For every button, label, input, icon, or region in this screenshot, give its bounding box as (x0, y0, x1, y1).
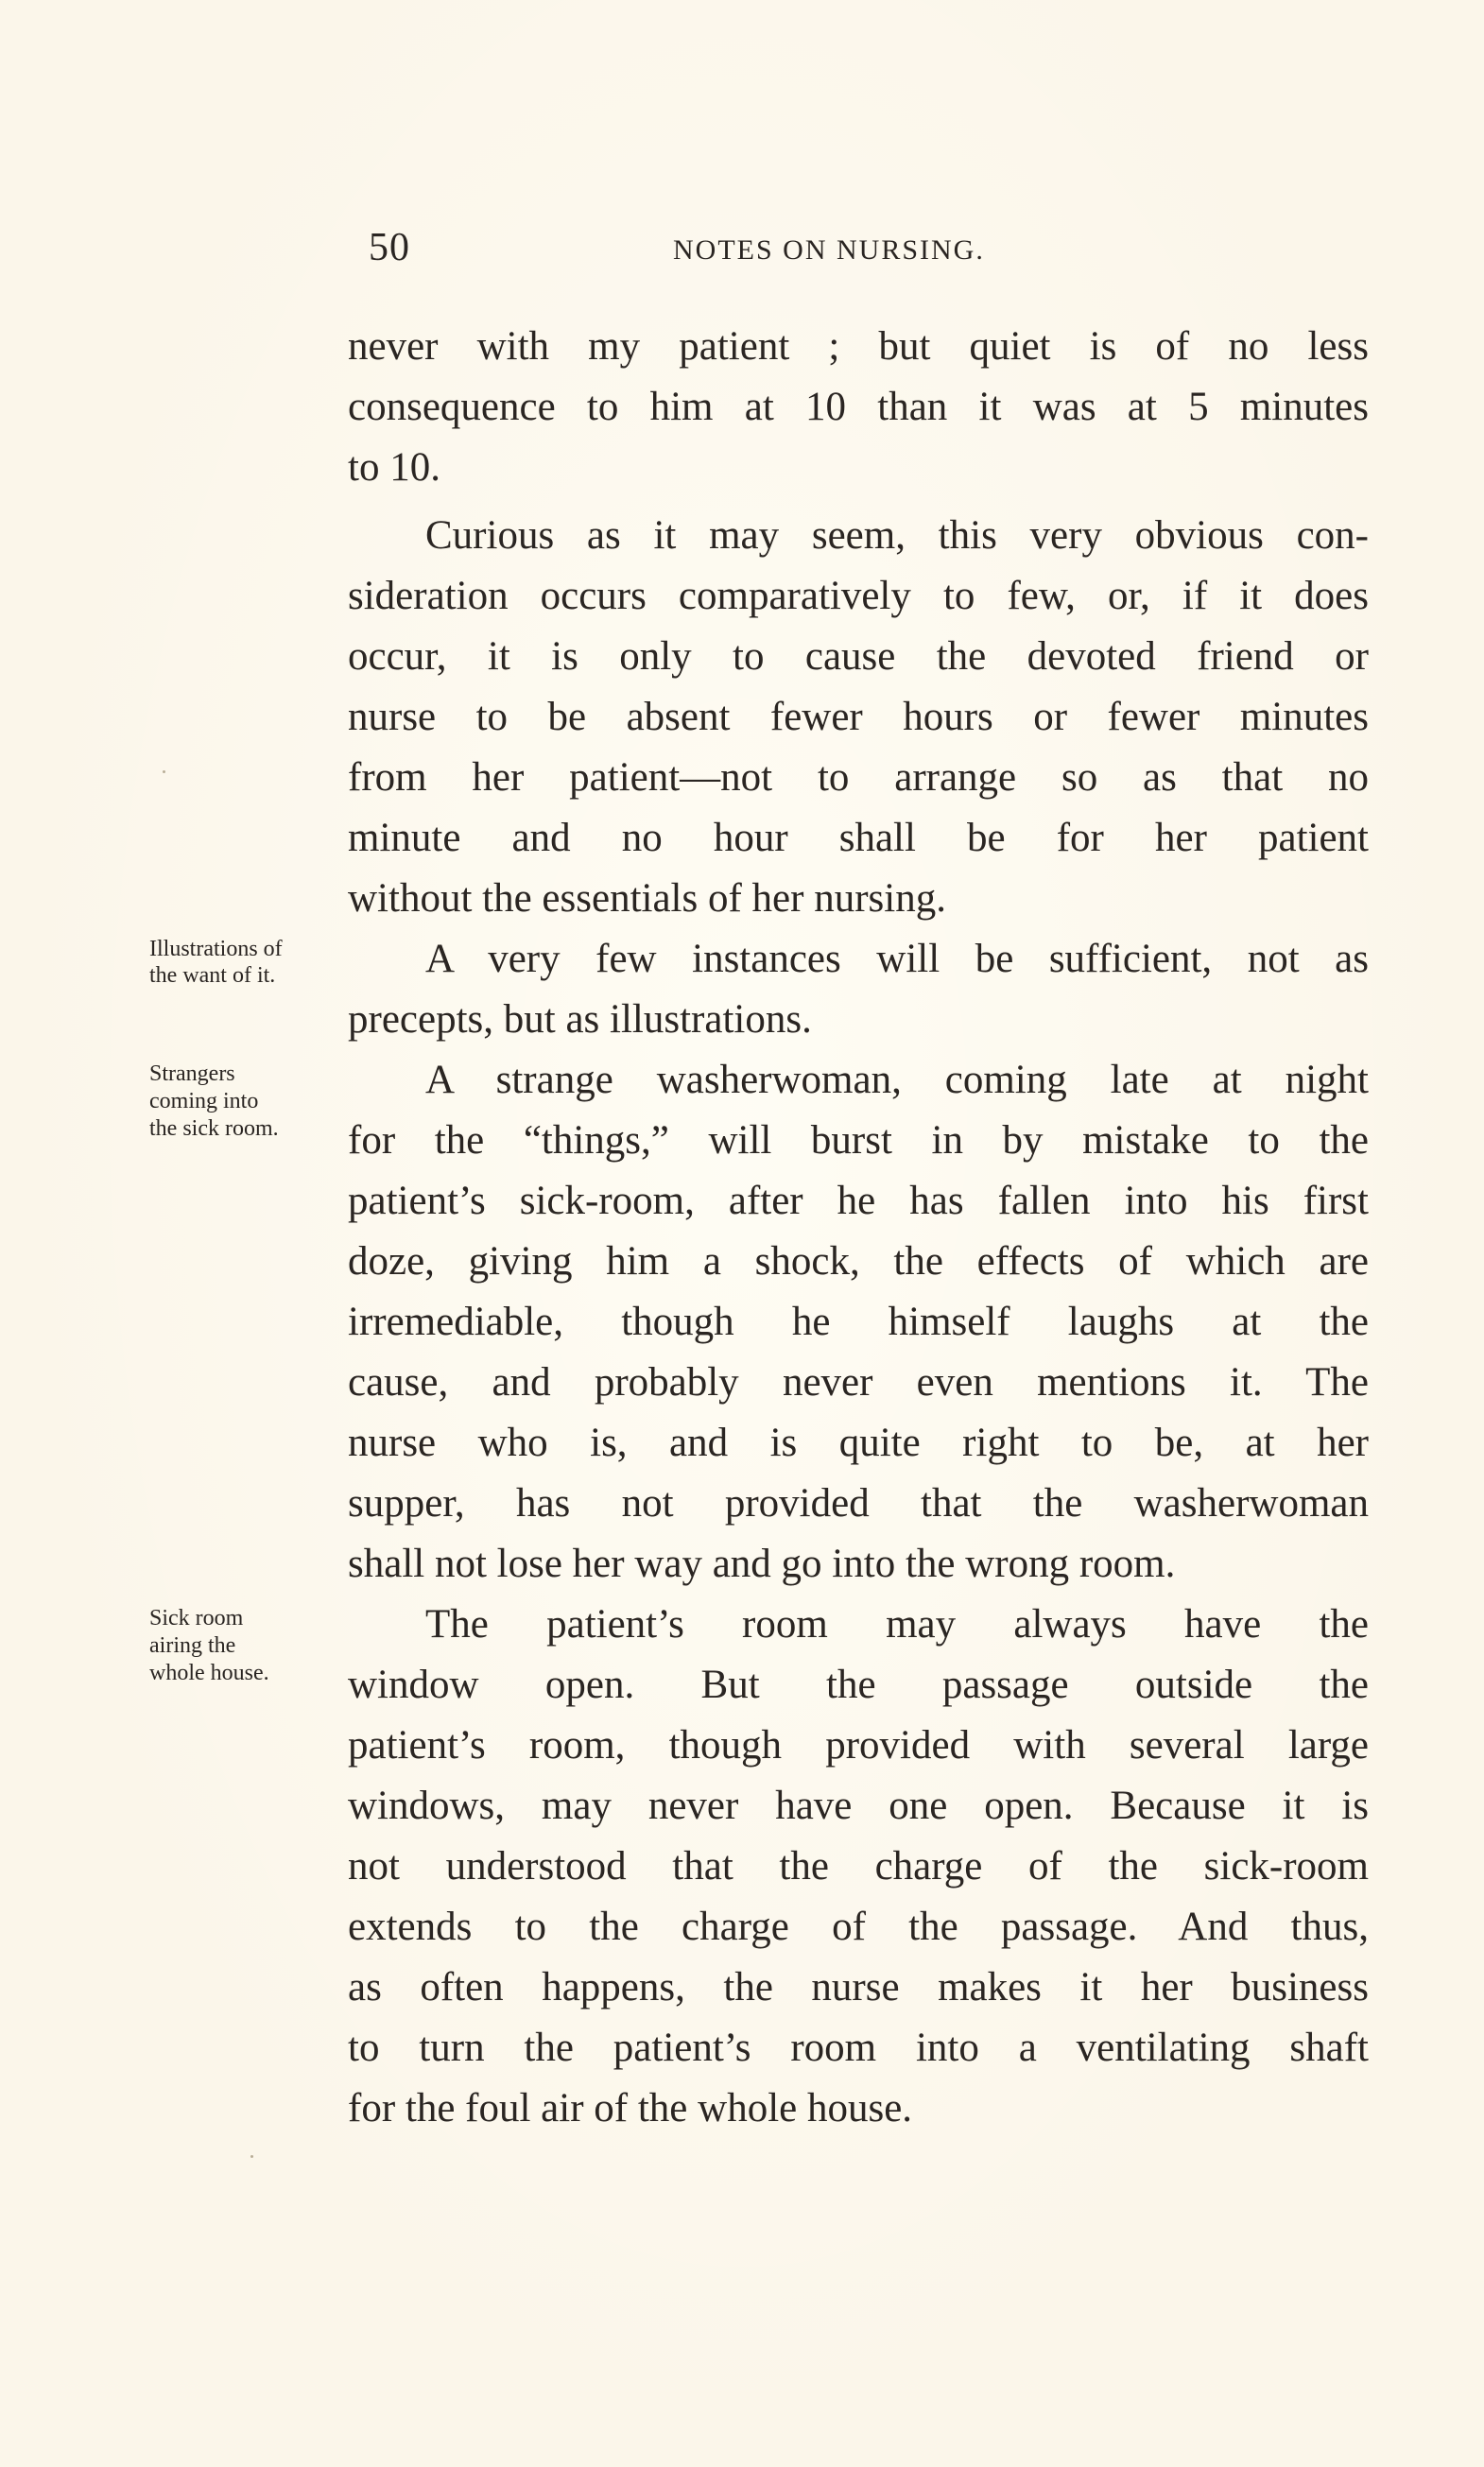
text-line: minute and no hour shall be for her patient (348, 816, 1369, 860)
text-line: occur, it is only to cause the devoted friend or (348, 634, 1369, 679)
text-line: supper, has not provided that the washerwoman (348, 1481, 1369, 1526)
sidenote-line: coming into (149, 1089, 259, 1113)
text-line: shall not lose her way and go into the wrong room. (348, 1542, 1176, 1586)
text-line: A strange washerwoman, coming late at night (425, 1058, 1369, 1102)
text-line: The patient’s room may always have the (425, 1602, 1369, 1647)
text-line: to turn the patient’s room into a ventilating shaft (348, 2026, 1369, 2070)
paper-speck (250, 2155, 253, 2158)
text-line: cause, and probably never even mentions it. The (348, 1360, 1369, 1405)
text-line: extends to the charge of the passage. And thus, (348, 1905, 1369, 1949)
sidenote-line: Illustrations of (149, 937, 283, 961)
text-line: patient’s sick-room, after he has fallen into his first (348, 1179, 1369, 1223)
sidenote-illustrations (149, 936, 357, 989)
text-line: irremediable, though he himself laughs at the (348, 1300, 1369, 1344)
text-line: never with my patient ; but quiet is of no less (348, 324, 1369, 369)
text-line: for the foul air of the whole house. (348, 2086, 913, 2131)
text-line: nurse who is, and is quite right to be, at her (348, 1421, 1369, 1465)
text-line: consequence to him at 10 than it was at 5 minutes (348, 385, 1369, 429)
text-line: without the essentials of her nursing. (348, 876, 946, 921)
text-line: for the “things,” will burst in by mistake to the (348, 1118, 1369, 1163)
text-line: as often happens, the nurse makes it her business (348, 1965, 1369, 2010)
text-line: nurse to be absent fewer hours or fewer minutes (348, 695, 1369, 739)
text-line: precepts, but as illustrations. (348, 997, 812, 1042)
text-line: window open. But the passage outside the (348, 1663, 1369, 1707)
text-line: not understood that the charge of the sick-room (348, 1844, 1369, 1889)
paper-speck (163, 770, 165, 773)
text-line: from her patient—not to arrange so as that no (348, 755, 1369, 800)
text-line: sideration occurs comparatively to few, or, if it does (348, 574, 1369, 618)
sidenote-line: the want of it. (149, 963, 276, 988)
text-line: patient’s room, though provided with several large (348, 1723, 1369, 1768)
sidenote-sick-room (149, 1605, 357, 1687)
text-line: doze, giving him a shock, the effects of which are (348, 1239, 1369, 1284)
page-number: 50 (369, 226, 410, 269)
text-line: to 10. (348, 445, 440, 490)
running-title: NOTES ON NURSING. (673, 234, 985, 266)
page-header (369, 225, 1366, 282)
sidenote-line: airing the (149, 1633, 236, 1658)
sidenote-line: Sick room (149, 1606, 244, 1630)
text-line: A very few instances will be sufficient, not as (425, 937, 1369, 981)
sidenote-strangers (149, 1061, 357, 1143)
sidenote-line: Strangers (149, 1061, 235, 1086)
sidenote-line: whole house. (149, 1661, 269, 1685)
text-line: Curious as it may seem, this very obvious con- (425, 513, 1369, 558)
sidenote-line: the sick room. (149, 1116, 279, 1141)
text-line: windows, may never have one open. Because it is (348, 1784, 1369, 1828)
